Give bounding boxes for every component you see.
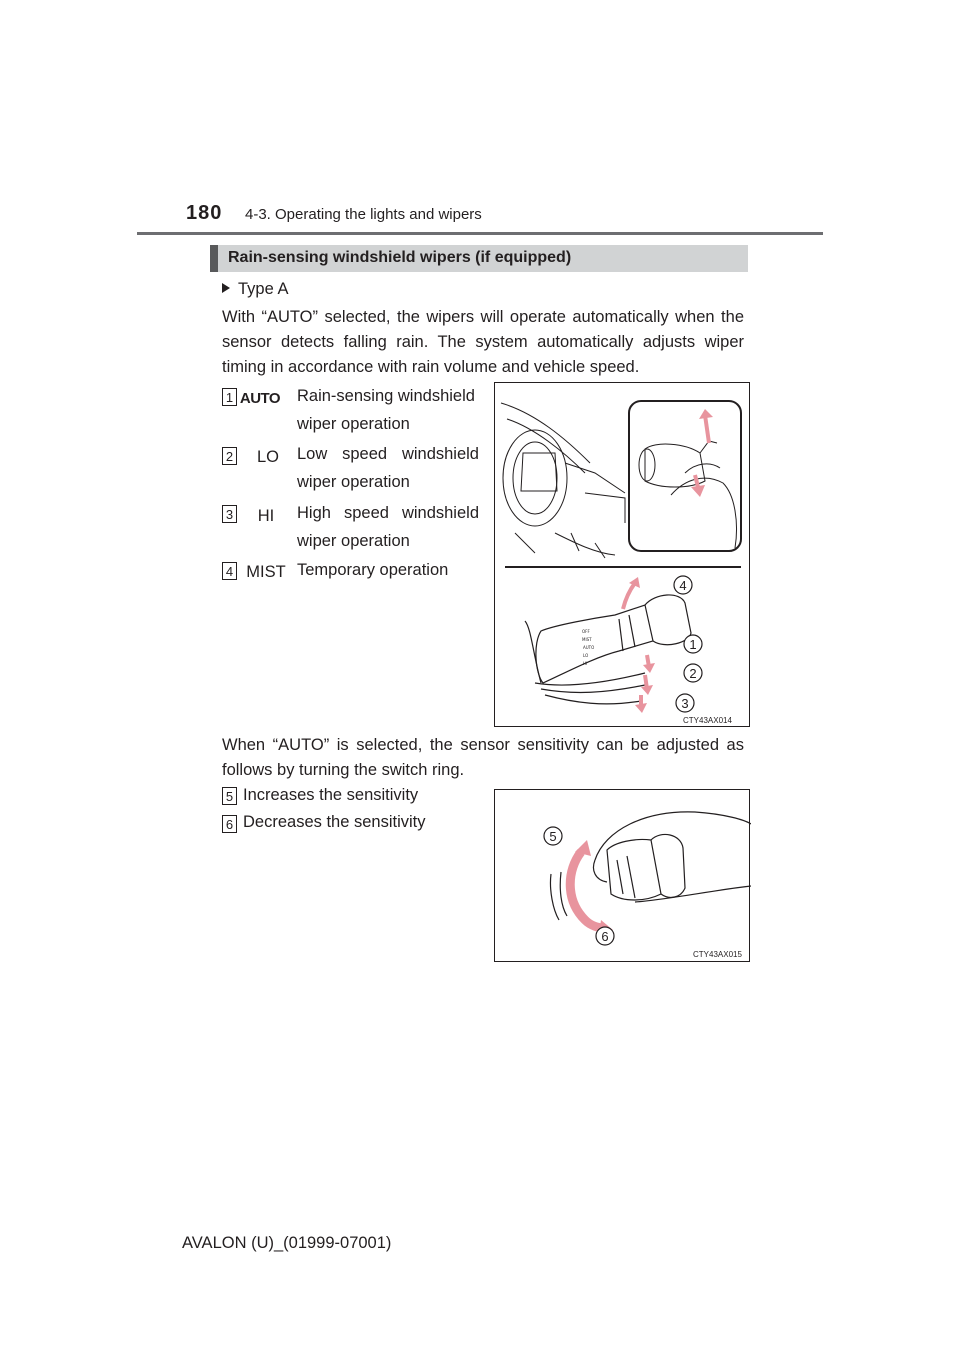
position-desc-hi xyxy=(297,499,479,555)
position-label-auto: AUTO xyxy=(239,390,281,407)
callout-label: 6 xyxy=(601,929,609,944)
footer-model-code: AVALON (U)_(01999-07001) xyxy=(182,1234,392,1252)
triangle-bullet-icon xyxy=(222,283,230,293)
desc-line: wiper operation xyxy=(297,532,410,550)
lever-mark: HI xyxy=(583,661,588,666)
desc-line: wiper operation xyxy=(297,473,410,491)
position-desc-mist xyxy=(297,556,479,584)
lever-mark: LO xyxy=(583,653,589,658)
sensitivity-paragraph: When “AUTO” is selected, the sensor sensitivity can be adjusted as follows by turning the switch ring. xyxy=(222,736,744,779)
callout-label: 4 xyxy=(679,578,687,593)
position-desc-lo xyxy=(297,440,479,496)
intro-paragraph: With “AUTO” selected, the wipers will operate automatically when the sensor detects falling rain. The system automatically adjusts wiper timing in accordance with rain volume and vehicle speed. xyxy=(222,308,744,376)
desc-line: Rain-sensing windshield xyxy=(297,387,475,405)
type-label xyxy=(222,280,288,299)
callout-label: 1 xyxy=(689,637,697,652)
callout-4: 4 xyxy=(222,562,237,580)
section-title: 4-3. Operating the lights and wipers xyxy=(245,206,482,223)
page-number: 180 xyxy=(186,202,223,224)
lever-mark: AUTO xyxy=(583,645,595,650)
desc-line: wiper operation xyxy=(297,415,410,433)
switch-ring-illustration xyxy=(495,790,751,963)
lever-mark: OFF xyxy=(582,629,590,634)
switch-ring-figure xyxy=(494,789,750,962)
callout-1: 1 xyxy=(222,388,237,406)
section-heading-text: Rain-sensing windshield wipers (if equipped) xyxy=(228,249,572,266)
header-rule xyxy=(137,232,823,235)
figure-code: CTY43AX014 xyxy=(683,716,732,725)
sensitivity-increase: Increases the sensitivity xyxy=(243,786,419,804)
callout-6: 6 xyxy=(222,815,237,833)
type-label-text: Type A xyxy=(238,280,289,298)
callout-label: 3 xyxy=(681,696,689,711)
callout-3: 3 xyxy=(222,505,237,523)
position-label-lo: LO xyxy=(256,448,279,466)
wiper-lever-figure xyxy=(494,382,750,727)
desc-line: Temporary operation xyxy=(297,561,449,579)
lever-mark: MIST xyxy=(582,637,592,642)
wiper-lever-illustration xyxy=(495,383,751,728)
position-desc-auto xyxy=(297,382,479,438)
section-heading xyxy=(210,245,748,272)
position-label-hi: HI xyxy=(257,507,275,525)
desc-line: High speed windshield xyxy=(297,504,479,522)
callout-label: 5 xyxy=(549,829,557,844)
position-label-mist: MIST xyxy=(246,563,286,581)
callout-5: 5 xyxy=(222,787,237,805)
sensitivity-decrease: Decreases the sensitivity xyxy=(243,813,426,831)
figure-code: CTY43AX015 xyxy=(693,950,742,959)
desc-line: Low speed windshield xyxy=(297,445,479,463)
callout-label: 2 xyxy=(689,666,697,681)
callout-2: 2 xyxy=(222,447,237,465)
